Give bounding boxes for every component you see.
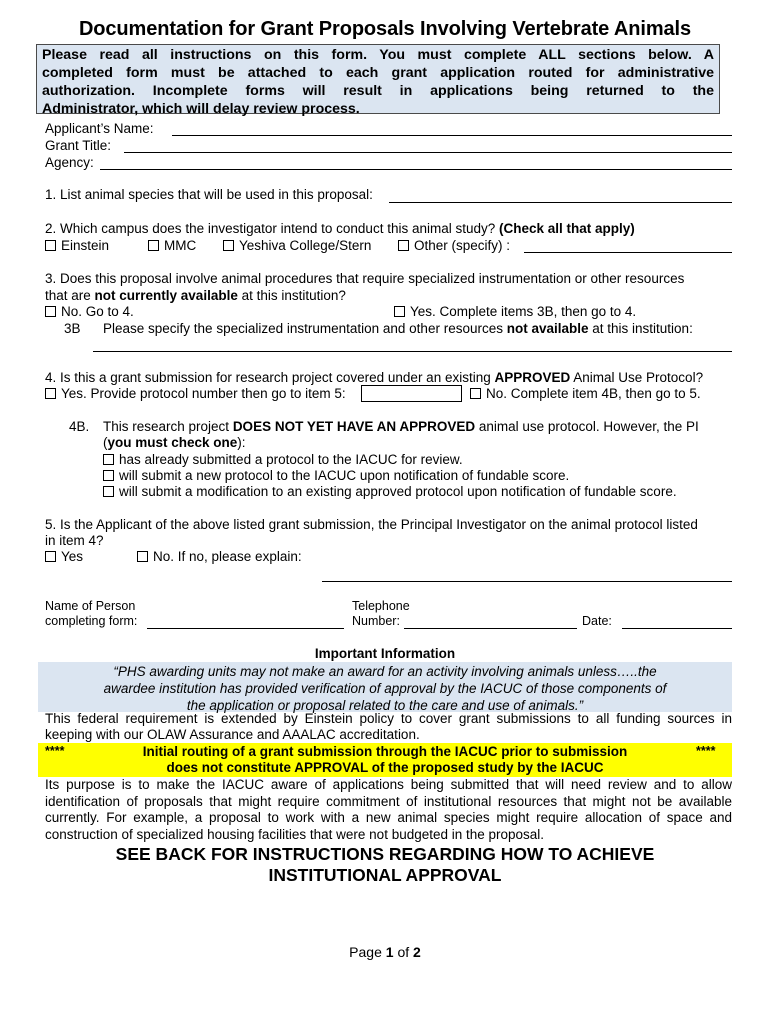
paragraph-line: currently. For example, a proposal to work with a new animal species might require allocation of space and	[45, 810, 732, 825]
stars-right: ****	[696, 744, 716, 758]
option-label: Yes. Provide protocol number then go to item 5:	[61, 386, 346, 401]
text: Please specify the specialized instrumentation and other resources	[103, 321, 507, 336]
option-label: No. Go to 4.	[61, 304, 134, 319]
stars-left: ****	[45, 744, 65, 758]
species-field[interactable]	[389, 202, 732, 203]
important-info-heading: Important Information	[314, 646, 456, 661]
emphasis: not currently available	[94, 288, 238, 303]
back-instructions-heading-1: SEE BACK FOR INSTRUCTIONS REGARDING HOW TO ACHIEVE	[115, 844, 655, 864]
name-label-1: Name of Person	[45, 599, 136, 613]
name-field[interactable]	[147, 628, 344, 629]
routing-warning-line1: Initial routing of a grant submission through the IACUC prior to submission	[142, 744, 628, 759]
checkbox[interactable]	[45, 388, 56, 399]
checkbox[interactable]	[103, 470, 114, 481]
option-label: MMC	[164, 238, 197, 253]
q4b-option-submitted[interactable]	[103, 452, 463, 467]
checkbox[interactable]	[148, 240, 159, 251]
q2-text	[45, 221, 635, 236]
emphasis: not available	[506, 321, 589, 336]
page-number: 1	[385, 944, 394, 960]
emphasis: APPROVED	[494, 370, 571, 385]
q3-line1: 3. Does this proposal involve animal procedures that require specialized instrumentation or other resources	[45, 271, 685, 286]
instructions-notice	[36, 44, 720, 117]
campus-option-einstein[interactable]	[45, 238, 109, 253]
option-label: has already submitted a protocol to the IACUC for review.	[119, 452, 463, 467]
routing-warning-line2: does not constitute APPROVAL of the proposed study by the IACUC	[166, 760, 604, 775]
agency-label: Agency:	[45, 155, 94, 170]
campus-option-yeshiva[interactable]	[223, 238, 371, 253]
text: at this institution:	[588, 321, 693, 336]
applicant-name-label: Applicant’s Name:	[45, 121, 154, 136]
notice-line: Administrator, which will delay review process.	[42, 101, 360, 117]
option-label: Einstein	[61, 238, 110, 253]
campus-option-other[interactable]	[398, 238, 510, 253]
paragraph-line: construction of specialized housing facilities that were not budgeted in the proposal.	[45, 826, 545, 842]
q5-line1: 5. Is the Applicant of the above listed grant submission, the Principal Investigator on the animal protocol listed	[45, 517, 698, 532]
campus-option-mmc[interactable]	[148, 238, 196, 253]
q4-yes-option[interactable]	[45, 386, 346, 401]
q3-yes-option[interactable]	[394, 304, 636, 319]
notice-line: Please read all instructions on this form. You must complete ALL sections below. A	[42, 47, 714, 63]
notice-line: authorization. Incomplete forms will result in applications being returned to the	[42, 83, 714, 99]
q4b-option-modification[interactable]	[103, 484, 677, 499]
option-label: No. Complete item 4B, then go to 5.	[486, 386, 701, 401]
explanation-field[interactable]	[322, 581, 732, 582]
name-label-2: completing form:	[45, 614, 138, 628]
telephone-label-2: Number:	[352, 614, 400, 628]
phs-quote	[38, 663, 732, 714]
option-label: Yes. Complete items 3B, then go to 4.	[410, 304, 637, 319]
quote-line: the application or proposal related to the care and use of animals.”	[186, 698, 584, 713]
back-instructions-heading-2: INSTITUTIONAL APPROVAL	[268, 865, 502, 885]
option-label: will submit a modification to an existing approved protocol upon notification of fundable score.	[119, 484, 677, 499]
checkbox[interactable]	[45, 240, 56, 251]
checkbox[interactable]	[103, 486, 114, 497]
option-label: Yeshiva College/Stern	[239, 238, 372, 253]
policy-paragraph	[45, 711, 732, 743]
form-title: Documentation for Grant Proposals Involving Vertebrate Animals	[78, 18, 692, 40]
paragraph-line: keeping with our OLAW Assurance and AAALAC accreditation.	[45, 727, 420, 742]
q4-line1	[45, 370, 703, 385]
telephone-field[interactable]	[404, 628, 577, 629]
checkbox[interactable]	[398, 240, 409, 251]
resources-field[interactable]	[93, 351, 732, 352]
q2-emphasis: (Check all that apply)	[499, 221, 635, 236]
q5-no-option[interactable]	[137, 549, 302, 564]
checkbox[interactable]	[394, 306, 405, 317]
date-field[interactable]	[622, 628, 732, 629]
q4b-option-new[interactable]	[103, 468, 569, 483]
checkbox[interactable]	[223, 240, 234, 251]
checkbox[interactable]	[137, 551, 148, 562]
emphasis: you must check one	[107, 435, 238, 450]
checkbox[interactable]	[470, 388, 481, 399]
q3b-label: 3B	[64, 321, 81, 336]
emphasis: DOES NOT YET HAVE AN APPROVED	[232, 419, 476, 434]
q1-text: 1. List animal species that will be used in this proposal:	[45, 187, 373, 202]
q3-line2	[45, 288, 346, 303]
q4b-instruction	[103, 435, 246, 450]
text: 4. Is this a grant submission for research project covered under an existing	[45, 370, 495, 385]
agency-field[interactable]	[100, 169, 732, 170]
protocol-number-input[interactable]	[361, 385, 462, 402]
text: that are	[45, 288, 95, 303]
paragraph-line: This federal requirement is extended by Einstein policy to cover grant submissions to all funding sources in	[45, 711, 732, 726]
paragraph-line: identification of proposals that might require commitment of institutional resources that might not be available	[45, 793, 732, 809]
q2-question: 2. Which campus does the investigator intend to conduct this animal study?	[45, 221, 496, 236]
text: of	[393, 944, 414, 960]
checkbox[interactable]	[103, 454, 114, 465]
q4-no-option[interactable]	[470, 386, 701, 401]
option-label: Yes	[61, 549, 84, 564]
text: ):	[237, 435, 246, 450]
text: at this institution?	[237, 288, 346, 303]
checkbox[interactable]	[45, 306, 56, 317]
q5-yes-option[interactable]	[45, 549, 83, 564]
q4b-text	[103, 419, 699, 434]
option-label: No. If no, please explain:	[153, 549, 302, 564]
text: This research project	[103, 419, 233, 434]
purpose-paragraph	[45, 777, 732, 843]
q3-no-option[interactable]	[45, 304, 134, 319]
option-label: Other (specify) :	[414, 238, 511, 253]
paragraph-line: Its purpose is to make the IACUC aware of applications being submitted that will need review and to allow	[45, 777, 732, 792]
text: Animal Use Protocol?	[570, 370, 704, 385]
text: (	[103, 435, 108, 450]
page-total: 2	[413, 944, 421, 960]
quote-line: “PHS awarding units may not make an award for an activity involving animals unless…..the	[113, 664, 657, 679]
option-label: will submit a new protocol to the IACUC upon notification of fundable score.	[119, 468, 570, 483]
grant-title-label: Grant Title:	[45, 138, 112, 153]
text: animal use protocol. However, the PI	[475, 419, 699, 434]
page-indicator	[0, 944, 770, 960]
q5-line2: in item 4?	[45, 533, 104, 548]
q4b-label: 4B.	[69, 419, 90, 434]
other-campus-field[interactable]	[524, 252, 732, 253]
grant-title-field[interactable]	[124, 152, 732, 153]
applicant-name-field[interactable]	[172, 135, 732, 136]
date-label: Date:	[582, 614, 612, 628]
q3b-text	[103, 321, 693, 336]
text: Page	[349, 944, 386, 960]
telephone-label-1: Telephone	[352, 599, 410, 613]
notice-line: completed form must be attached to each grant application routed for administrative	[42, 65, 714, 81]
checkbox[interactable]	[45, 551, 56, 562]
quote-line: awardee institution has provided verification of approval by the IACUC of those components of	[103, 681, 667, 696]
